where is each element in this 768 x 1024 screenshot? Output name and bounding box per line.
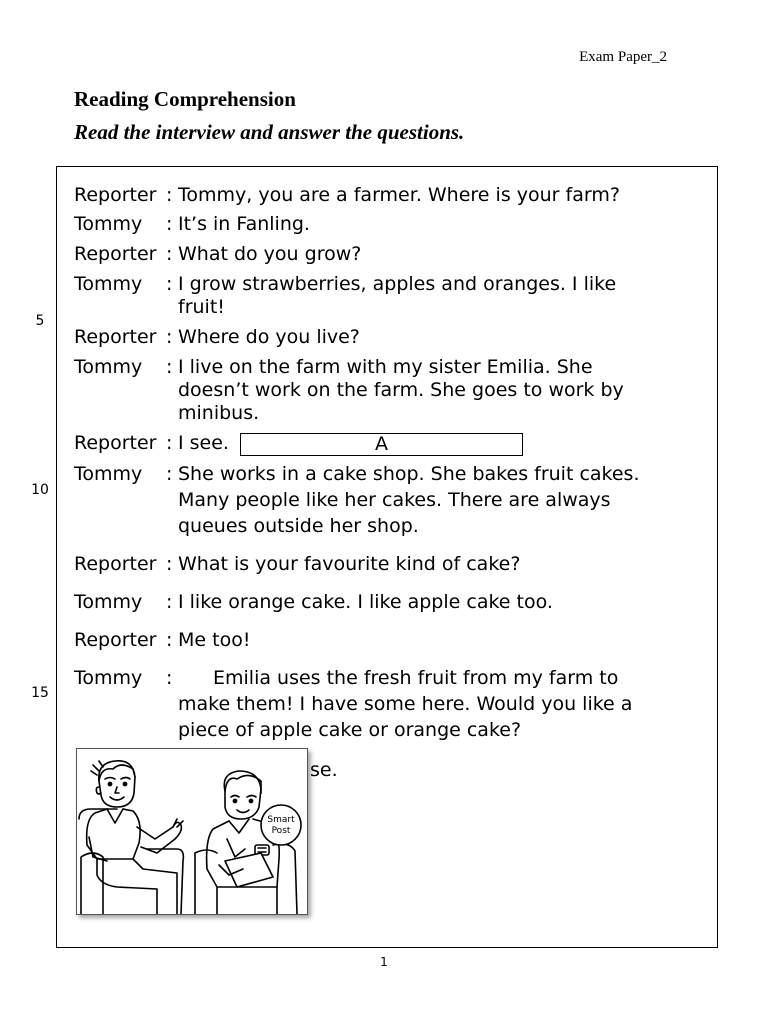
speaker-name: Reporter xyxy=(74,553,157,575)
speaker-name: Reporter xyxy=(74,326,157,348)
speaker-name: Tommy xyxy=(74,463,143,485)
dialogue-text: I live on the farm with my sister Emilia. She xyxy=(178,356,593,378)
speaker-name: Tommy xyxy=(74,273,143,295)
dialogue-text: queues outside her shop. xyxy=(178,515,419,537)
dialogue-text: doesn’t work on the farm. She goes to work by xyxy=(178,379,624,401)
instruction-text: Read the interview and answer the questions. xyxy=(74,120,465,144)
speaker-colon: : xyxy=(166,213,173,235)
dialogue-text-partial: se. xyxy=(310,759,338,781)
dialogue-text: Many people like her cakes. There are always xyxy=(178,489,611,511)
section-heading: Reading Comprehension xyxy=(74,87,296,111)
speaker-name: Tommy xyxy=(74,213,143,235)
smart-post-badge xyxy=(261,805,301,845)
line-number-5: 5 xyxy=(35,313,45,329)
left-chair-right-arm xyxy=(147,849,183,914)
speaker-colon: : xyxy=(166,184,173,206)
speaker-name: Tommy xyxy=(74,667,143,689)
interview-drawing xyxy=(77,749,307,914)
dialogue-text: What do you grow? xyxy=(178,243,362,265)
speaker-colon: : xyxy=(166,326,173,348)
dialogue-text: minibus. xyxy=(178,402,260,424)
page-number: 1 xyxy=(380,955,388,969)
speaker-colon: : xyxy=(166,629,173,651)
exam-paper-label: Exam Paper_2 xyxy=(579,49,667,65)
dialogue-text: It’s in Fanling. xyxy=(178,213,310,235)
badge-text-line-2: Post xyxy=(271,826,291,836)
speaker-colon: : xyxy=(166,432,173,454)
reporter-figure xyxy=(207,771,280,914)
speaker-name: Tommy xyxy=(74,591,143,613)
dialogue-text: Where do you live? xyxy=(178,326,360,348)
speaker-colon: : xyxy=(166,243,173,265)
dialogue-text: make them! I have some here. Would you like a xyxy=(178,693,633,715)
speaker-name: Reporter xyxy=(74,184,157,206)
dialogue-text: What is your favourite kind of cake? xyxy=(178,553,521,575)
left-chair-arm xyxy=(81,853,103,914)
farmer-figure xyxy=(87,761,183,914)
speaker-colon: : xyxy=(166,667,173,689)
dialogue-text: Emilia uses the fresh fruit from my farm to xyxy=(213,667,619,689)
dialogue-text: I like orange cake. I like apple cake too. xyxy=(178,591,553,613)
dialogue-text: I see. xyxy=(178,432,229,454)
speaker-colon: : xyxy=(166,553,173,575)
badge-text-line-1: Smart xyxy=(267,815,295,825)
dialogue-text: Tommy, you are a farmer. Where is your farm? xyxy=(178,184,620,206)
line-number-15: 15 xyxy=(31,685,49,701)
dialogue-text: I grow strawberries, apples and oranges. I like xyxy=(178,273,617,295)
speaker-name: Tommy xyxy=(74,356,143,378)
speaker-colon: : xyxy=(166,591,173,613)
answer-blank-a: A xyxy=(240,433,523,456)
speaker-name: Reporter xyxy=(74,243,157,265)
dialogue-text: piece of apple cake or orange cake? xyxy=(178,719,522,741)
speaker-colon: : xyxy=(166,356,173,378)
dialogue-text: She works in a cake shop. She bakes fruit cakes. xyxy=(178,463,640,485)
speaker-colon: : xyxy=(166,273,173,295)
line-number-10: 10 xyxy=(31,482,49,498)
dialogue-text: Me too! xyxy=(178,629,251,651)
interview-illustration xyxy=(76,748,308,915)
speaker-name: Reporter xyxy=(74,629,157,651)
speaker-colon: : xyxy=(166,463,173,485)
dialogue-text: fruit! xyxy=(178,296,225,318)
speaker-name: Reporter xyxy=(74,432,157,454)
